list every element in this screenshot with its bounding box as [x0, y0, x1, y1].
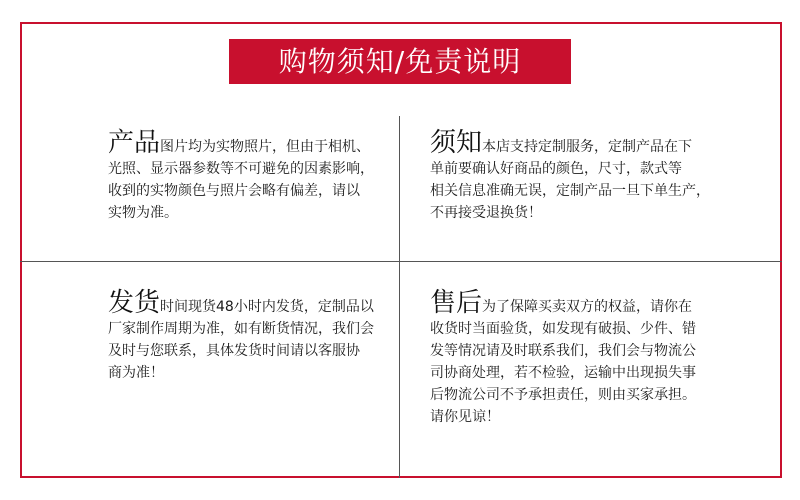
section-text-line: 实物为准。 [108, 205, 178, 221]
section-text-line: 厂家制作周期为准，如有断货情况，我们会 [108, 321, 374, 337]
section-text-line: 收货时当面验货，如发现有破损、少件、错 [430, 321, 696, 337]
section-text-line: 及时与您联系，具体发货时间请以客服协 [108, 343, 360, 359]
page-title-banner: 购物须知/免责说明 [229, 39, 571, 84]
horizontal-divider [20, 261, 782, 262]
section-text-line: 相关信息准确无误，定制产品一旦下单生产， [430, 183, 710, 199]
section-heading-shipping: 发货 [108, 288, 161, 318]
section-heading-product: 产品 [108, 128, 161, 158]
section-text-line: 单前要确认好商品的颜色，尺寸，款式等 [430, 161, 682, 177]
section-text-line: 不再接受退换货！ [430, 205, 542, 221]
section-shipping [108, 288, 383, 384]
section-text-line: 商为准！ [108, 365, 164, 381]
section-text-line: 为了保障买卖双方的权益，请你在 [482, 299, 693, 315]
section-text-line: 发等情况请及时联系我们，我们会与物流公 [430, 343, 696, 359]
section-text-line: 时间现货48小时内发货，定制品以 [160, 299, 374, 315]
section-heading-notice: 须知 [430, 128, 483, 158]
vertical-divider [399, 116, 400, 478]
section-aftersale [430, 288, 715, 428]
section-text-line: 请你见谅！ [430, 409, 500, 425]
section-text-line: 光照、显示器参数等不可避免的因素影响， [108, 161, 374, 177]
section-heading-aftersale: 售后 [430, 288, 483, 318]
section-text-line: 图片均为实物照片，但由于相机、 [160, 139, 371, 155]
section-text-line: 后物流公司不予承担责任，则由买家承担。 [430, 387, 696, 403]
section-notice [430, 128, 710, 224]
section-text-line: 本店支持定制服务，定制产品在下 [482, 139, 693, 155]
section-text-line: 司协商处理，若不检验，运输中出现损失事 [430, 365, 696, 381]
section-text-line: 收到的实物颜色与照片会略有偏差，请以 [108, 183, 360, 199]
section-product [108, 128, 378, 224]
